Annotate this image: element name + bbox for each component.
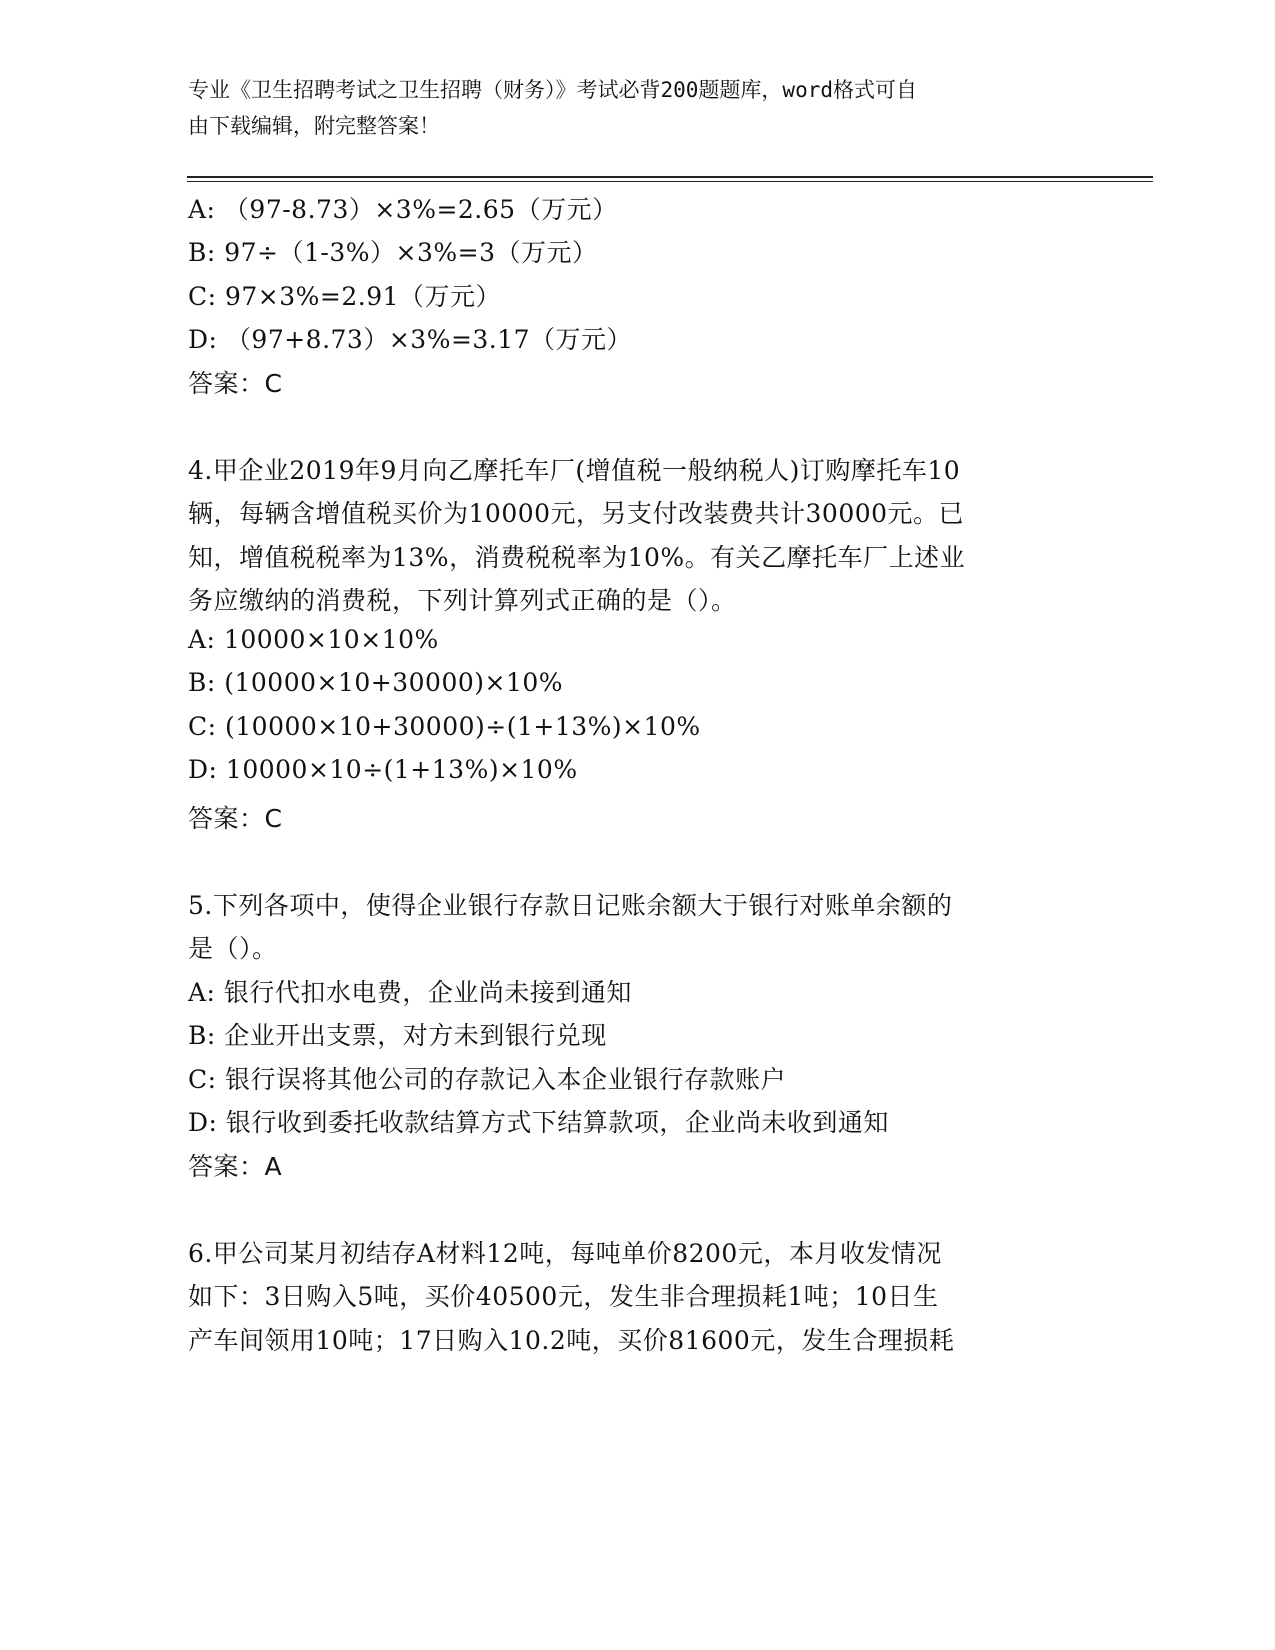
header-line-1: 专业《卫生招聘考试之卫生招聘（财务）》考试必背200题题库，word格式可自 (188, 78, 917, 102)
q3-option-b: B: 97÷（1-3%）×3%=3（万元） (188, 238, 598, 267)
q4-answer: 答案：C (188, 804, 283, 833)
q4-stem-line-2: 辆，每辆含增值税买价为10000元，另支付改装费共计30000元。已 (188, 499, 965, 528)
document-header (188, 72, 1068, 144)
q6-stem-line-2: 如下：3日购入5吨，买价40500元，发生非合理损耗1吨；10日生 (188, 1282, 939, 1311)
q3-option-a: A: （97-8.73）×3%=2.65（万元） (188, 195, 618, 224)
q5-option-a: A: 银行代扣水电费，企业尚未接到通知 (188, 978, 632, 1007)
q5-stem-line-1: 5.下列各项中，使得企业银行存款日记账余额大于银行对账单余额的 (188, 891, 953, 920)
q3-option-d: D: （97+8.73）×3%=3.17（万元） (188, 325, 633, 354)
q5-option-c: C: 银行误将其他公司的存款记入本企业银行存款账户 (188, 1065, 787, 1094)
header-line-2: 由下载编辑，附完整答案！ (188, 114, 440, 138)
q4-option-c: C: (10000×10+30000)÷(1+13%)×10% (188, 712, 701, 741)
q4-option-d: D: 10000×10÷(1+13%)×10% (188, 755, 578, 784)
header-rule-thin (187, 181, 1153, 182)
header-rule-thick (187, 176, 1153, 178)
q4-stem-line-3: 知，增值税税率为13%，消费税税率为10%。有关乙摩托车厂上述业 (188, 543, 966, 572)
q6-stem-line-3: 产车间领用10吨；17日购入10.2吨，买价81600元，发生合理损耗 (188, 1326, 955, 1355)
q3-option-c: C: 97×3%=2.91（万元） (188, 282, 502, 311)
q4-stem-line-1: 4.甲企业2019年9月向乙摩托车厂(增值税一般纳税人)订购摩托车10 (188, 456, 961, 485)
q4-stem-line-4: 务应缴纳的消费税，下列计算列式正确的是（）。 (188, 586, 737, 615)
q6-stem-line-1: 6.甲公司某月初结存A材料12吨，每吨单价8200元，本月收发情况 (188, 1239, 942, 1268)
q5-option-b: B: 企业开出支票，对方未到银行兑现 (188, 1021, 607, 1050)
q5-option-d: D: 银行收到委托收款结算方式下结算款项，企业尚未收到通知 (188, 1108, 889, 1137)
q3-answer: 答案：C (188, 369, 283, 398)
q5-stem-line-2: 是（）。 (188, 934, 278, 963)
q5-answer: 答案：A (188, 1152, 283, 1181)
q4-option-a: A: 10000×10×10% (188, 625, 439, 654)
q4-option-b: B: (10000×10+30000)×10% (188, 668, 564, 697)
